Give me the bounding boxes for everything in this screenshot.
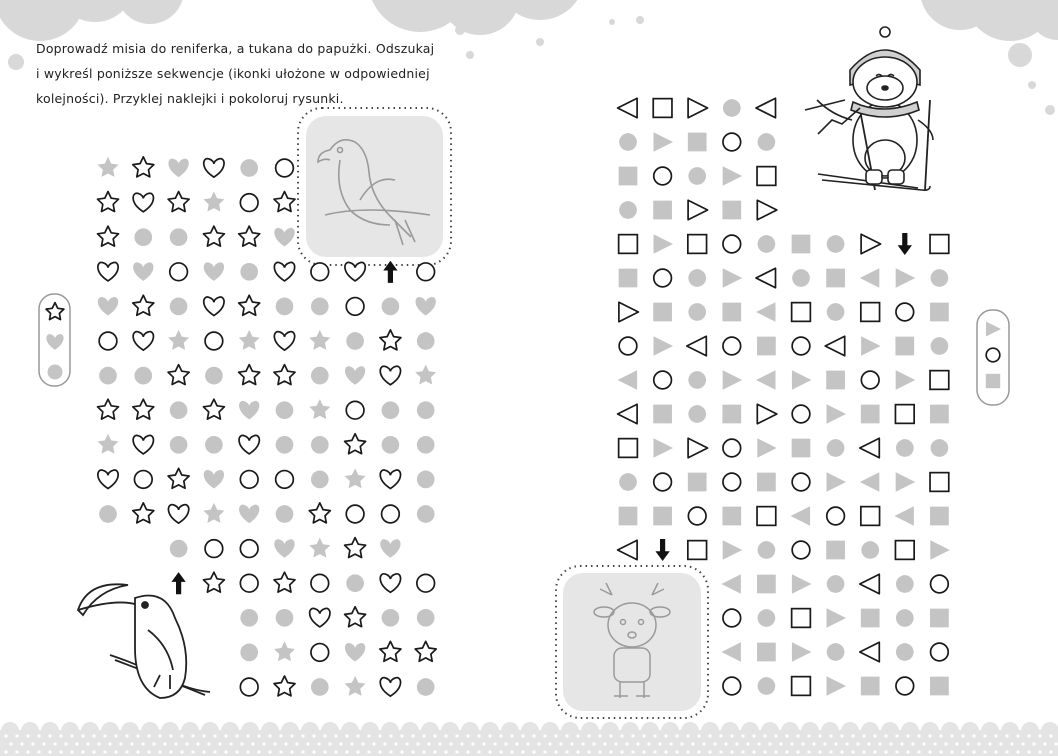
circle-gray-cell[interactable] xyxy=(417,332,435,350)
circle-outline-cell[interactable] xyxy=(861,371,879,389)
circle-gray-cell[interactable] xyxy=(792,269,810,287)
triangle-right-gray-cell[interactable] xyxy=(827,404,847,424)
circle-outline-cell[interactable] xyxy=(99,332,117,350)
circle-outline-cell[interactable] xyxy=(792,473,810,491)
circle-outline-cell[interactable] xyxy=(276,471,294,489)
circle-gray-cell[interactable] xyxy=(240,644,258,662)
heart-gray-cell[interactable] xyxy=(204,470,224,488)
triangle-right-gray-cell[interactable] xyxy=(723,268,743,288)
square-outline-cell[interactable] xyxy=(930,371,949,390)
circle-gray-cell[interactable] xyxy=(723,99,741,117)
star-gray-cell[interactable] xyxy=(345,468,366,488)
square-gray-cell[interactable] xyxy=(861,677,880,696)
circle-gray-cell[interactable] xyxy=(861,541,879,559)
circle-outline-cell[interactable] xyxy=(311,644,329,662)
circle-gray-cell[interactable] xyxy=(827,575,845,593)
circle-gray-cell[interactable] xyxy=(205,436,223,454)
circle-gray-cell[interactable] xyxy=(134,228,152,246)
star-outline-cell[interactable] xyxy=(203,399,224,419)
star-outline-cell[interactable] xyxy=(98,226,119,246)
square-gray-cell[interactable] xyxy=(930,677,949,696)
circle-gray-cell[interactable] xyxy=(382,298,400,316)
circle-gray-cell[interactable] xyxy=(382,609,400,627)
circle-outline-cell[interactable] xyxy=(723,609,741,627)
heart-outline-cell[interactable] xyxy=(133,193,153,211)
circle-gray-cell[interactable] xyxy=(417,505,435,523)
square-outline-cell[interactable] xyxy=(653,99,672,118)
circle-gray-cell[interactable] xyxy=(688,405,706,423)
triangle-right-gray-cell[interactable] xyxy=(930,540,950,560)
left-sequence-legend xyxy=(39,294,70,386)
star-outline-cell[interactable] xyxy=(380,641,401,661)
star-gray-cell[interactable] xyxy=(98,434,119,454)
triangle-right-outline-cell[interactable] xyxy=(757,404,777,424)
circle-outline-cell[interactable] xyxy=(792,541,810,559)
square-outline-cell[interactable] xyxy=(930,473,949,492)
square-outline-cell[interactable] xyxy=(757,167,776,186)
triangle-left-gray-cell[interactable] xyxy=(860,472,880,492)
heart-outline-cell[interactable] xyxy=(274,332,294,350)
circle-gray-cell[interactable] xyxy=(99,505,117,523)
circle-gray-cell[interactable] xyxy=(240,263,258,281)
square-outline-cell[interactable] xyxy=(930,235,949,254)
triangle-right-gray-cell[interactable] xyxy=(896,370,916,390)
heart-outline-cell[interactable] xyxy=(133,435,153,453)
arrow-down-outline-cell[interactable] xyxy=(655,539,669,561)
square-gray-cell[interactable] xyxy=(930,609,949,628)
heart-outline-cell[interactable] xyxy=(345,262,365,280)
star-outline-cell[interactable] xyxy=(345,538,366,558)
circle-gray-cell[interactable] xyxy=(276,609,294,627)
arrow-up-outline-cell[interactable] xyxy=(171,572,185,594)
circle-outline-cell[interactable] xyxy=(792,337,810,355)
triangle-right-outline-cell[interactable] xyxy=(688,98,708,118)
star-gray-cell[interactable] xyxy=(309,538,330,558)
triangle-left-gray-cell[interactable] xyxy=(894,506,914,526)
circle-outline-cell[interactable] xyxy=(619,337,637,355)
triangle-left-outline-cell[interactable] xyxy=(618,98,638,118)
circle-outline-cell[interactable] xyxy=(311,263,329,281)
star-outline-cell[interactable] xyxy=(274,572,295,592)
heart-outline-cell[interactable] xyxy=(274,262,294,280)
triangle-left-outline-cell[interactable] xyxy=(860,574,880,594)
circle-outline-cell[interactable] xyxy=(827,507,845,525)
star-outline-cell[interactable] xyxy=(239,365,260,385)
circle-outline-cell[interactable] xyxy=(723,337,741,355)
circle-gray-cell[interactable] xyxy=(619,133,637,151)
star-outline-cell[interactable] xyxy=(309,503,330,523)
triangle-left-gray-cell[interactable] xyxy=(721,642,741,662)
square-outline-cell[interactable] xyxy=(619,235,638,254)
toucan-illustration xyxy=(78,584,210,698)
circle-outline-cell[interactable] xyxy=(382,505,400,523)
square-gray-cell[interactable] xyxy=(722,201,741,220)
heart-outline-cell[interactable] xyxy=(204,159,224,177)
circle-outline-cell[interactable] xyxy=(654,269,672,287)
square-gray-cell[interactable] xyxy=(688,473,707,492)
heart-gray-cell[interactable] xyxy=(274,228,294,246)
circle-outline-cell[interactable] xyxy=(723,439,741,457)
circle-outline-cell[interactable] xyxy=(240,574,258,592)
triangle-right-gray-cell[interactable] xyxy=(827,472,847,492)
circle-gray-cell[interactable] xyxy=(417,401,435,419)
triangle-right-gray-cell[interactable] xyxy=(723,540,743,560)
circle-gray-cell[interactable] xyxy=(346,574,364,592)
square-gray-cell[interactable] xyxy=(930,303,949,322)
circle-gray-cell[interactable] xyxy=(758,235,776,253)
star-gray-cell[interactable] xyxy=(415,365,436,385)
circle-gray-cell[interactable] xyxy=(170,401,188,419)
triangle-right-gray-cell[interactable] xyxy=(654,132,674,152)
circle-gray-cell[interactable] xyxy=(170,298,188,316)
square-outline-cell[interactable] xyxy=(861,303,880,322)
square-gray-cell[interactable] xyxy=(930,405,949,424)
instruction-line-3: kolejności). Przyklej naklejki i pokoloruj rysunki. xyxy=(36,91,344,106)
star-outline-cell[interactable] xyxy=(98,399,119,419)
circle-outline-cell[interactable] xyxy=(654,167,672,185)
circle-outline-cell[interactable] xyxy=(896,677,914,695)
circle-outline-cell[interactable] xyxy=(205,332,223,350)
star-gray-cell[interactable] xyxy=(274,641,295,661)
circle-outline-cell[interactable] xyxy=(346,401,364,419)
triangle-right-outline-cell[interactable] xyxy=(861,234,881,254)
circle-gray-cell[interactable] xyxy=(311,298,329,316)
triangle-right-gray-cell[interactable] xyxy=(654,234,674,254)
star-outline-cell[interactable] xyxy=(133,503,154,523)
instruction-line-2: i wykreśl poniższe sekwencje (ikonki ułożone w odpowiedniej xyxy=(36,66,430,81)
circle-gray-cell[interactable] xyxy=(688,371,706,389)
circle-gray-cell[interactable] xyxy=(827,235,845,253)
circle-outline-cell[interactable] xyxy=(896,303,914,321)
circle-outline-cell[interactable] xyxy=(205,540,223,558)
square-gray-cell[interactable] xyxy=(930,507,949,526)
circle-gray-cell[interactable] xyxy=(170,436,188,454)
star-outline-cell[interactable] xyxy=(345,607,366,627)
triangle-right-gray-cell[interactable] xyxy=(792,574,812,594)
square-gray-cell[interactable] xyxy=(861,405,880,424)
circle-gray-cell[interactable] xyxy=(758,541,776,559)
star-outline-cell[interactable] xyxy=(274,676,295,696)
heart-gray-cell[interactable] xyxy=(416,297,436,315)
circle-gray-cell[interactable] xyxy=(931,439,949,457)
circle-gray-cell[interactable] xyxy=(827,303,845,321)
heart-gray-cell[interactable] xyxy=(380,539,400,557)
circle-gray-cell[interactable] xyxy=(134,367,152,385)
heart-gray-cell[interactable] xyxy=(274,539,294,557)
circle-gray-cell[interactable] xyxy=(896,575,914,593)
circle-outline-cell[interactable] xyxy=(240,471,258,489)
square-outline-cell[interactable] xyxy=(792,609,811,628)
square-gray-cell[interactable] xyxy=(757,643,776,662)
triangle-left-outline-cell[interactable] xyxy=(618,540,638,560)
heart-outline-cell[interactable] xyxy=(239,435,259,453)
heart-gray-cell[interactable] xyxy=(98,297,118,315)
triangle-right-outline-cell[interactable] xyxy=(757,200,777,220)
triangle-left-outline-cell[interactable] xyxy=(860,642,880,662)
heart-outline-cell[interactable] xyxy=(204,297,224,315)
circle-gray-cell[interactable] xyxy=(417,609,435,627)
circle-gray-cell[interactable] xyxy=(240,609,258,627)
circle-outline-cell[interactable] xyxy=(311,574,329,592)
star-outline-cell[interactable] xyxy=(380,330,401,350)
circle-outline-cell[interactable] xyxy=(170,263,188,281)
triangle-right-gray-cell[interactable] xyxy=(827,676,847,696)
triangle-left-outline-cell[interactable] xyxy=(687,336,707,356)
triangle-right-gray-cell[interactable] xyxy=(792,642,812,662)
heart-gray-cell[interactable] xyxy=(168,159,188,177)
heart-outline-cell[interactable] xyxy=(380,470,400,488)
triangle-right-gray-cell[interactable] xyxy=(757,438,777,458)
heart-gray-cell[interactable] xyxy=(204,262,224,280)
circle-outline-cell[interactable] xyxy=(723,473,741,491)
circle-gray-cell[interactable] xyxy=(311,678,329,696)
star-gray-cell[interactable] xyxy=(309,330,330,350)
triangle-right-outline-cell[interactable] xyxy=(688,438,708,458)
square-gray-cell[interactable] xyxy=(653,405,672,424)
square-gray-cell[interactable] xyxy=(722,303,741,322)
triangle-left-outline-cell[interactable] xyxy=(618,404,638,424)
square-outline-cell[interactable] xyxy=(792,677,811,696)
triangle-right-gray-cell[interactable] xyxy=(723,370,743,390)
reindeer-sticker-slot[interactable] xyxy=(556,566,708,718)
heart-outline-cell[interactable] xyxy=(380,678,400,696)
star-outline-cell[interactable] xyxy=(239,295,260,315)
square-outline-cell[interactable] xyxy=(861,507,880,526)
star-outline-cell[interactable] xyxy=(239,226,260,246)
circle-outline-cell[interactable] xyxy=(240,678,258,696)
square-outline-cell[interactable] xyxy=(757,507,776,526)
circle-gray-cell[interactable] xyxy=(170,540,188,558)
circle-outline-cell[interactable] xyxy=(134,471,152,489)
star-gray-cell[interactable] xyxy=(203,192,224,212)
triangle-right-gray-cell[interactable] xyxy=(827,608,847,628)
heart-outline-cell[interactable] xyxy=(310,608,330,626)
bear-on-skis-illustration xyxy=(805,27,933,190)
triangle-left-gray-cell[interactable] xyxy=(756,370,776,390)
circle-outline-cell[interactable] xyxy=(931,575,949,593)
heart-outline-cell[interactable] xyxy=(98,470,118,488)
circle-gray-cell[interactable] xyxy=(276,436,294,454)
square-outline-cell[interactable] xyxy=(895,541,914,560)
circle-gray-cell[interactable] xyxy=(276,401,294,419)
circle-gray-cell[interactable] xyxy=(311,367,329,385)
circle-outline-cell[interactable] xyxy=(723,133,741,151)
star-outline-cell[interactable] xyxy=(203,226,224,246)
heart-gray-cell[interactable] xyxy=(133,262,153,280)
star-outline-cell[interactable] xyxy=(168,192,189,212)
triangle-left-gray-cell[interactable] xyxy=(721,574,741,594)
heart-gray-cell[interactable] xyxy=(345,643,365,661)
square-gray-cell[interactable] xyxy=(792,235,811,254)
circle-gray-cell[interactable] xyxy=(896,439,914,457)
circle-gray-cell[interactable] xyxy=(205,367,223,385)
heart-outline-cell[interactable] xyxy=(380,366,400,384)
triangle-right-outline-cell[interactable] xyxy=(688,200,708,220)
star-outline-cell[interactable] xyxy=(133,399,154,419)
star-outline-cell[interactable] xyxy=(345,434,366,454)
triangle-right-gray-cell[interactable] xyxy=(792,370,812,390)
triangle-left-gray-cell[interactable] xyxy=(756,302,776,322)
square-gray-cell[interactable] xyxy=(861,609,880,628)
circle-outline-cell[interactable] xyxy=(417,574,435,592)
triangle-right-gray-cell[interactable] xyxy=(861,336,881,356)
star-outline-cell[interactable] xyxy=(168,468,189,488)
circle-gray-cell[interactable] xyxy=(896,609,914,627)
triangle-left-outline-cell[interactable] xyxy=(860,438,880,458)
star-outline-cell[interactable] xyxy=(133,295,154,315)
heart-gray-cell[interactable] xyxy=(239,401,259,419)
triangle-right-gray-cell[interactable] xyxy=(896,472,916,492)
circle-outline-cell[interactable] xyxy=(654,371,672,389)
triangle-right-gray-cell[interactable] xyxy=(723,166,743,186)
star-outline-cell[interactable] xyxy=(98,192,119,212)
star-outline-cell[interactable] xyxy=(415,641,436,661)
square-gray-cell[interactable] xyxy=(722,405,741,424)
star-outline-cell[interactable] xyxy=(133,157,154,177)
triangle-left-gray-cell[interactable] xyxy=(860,268,880,288)
square-outline-cell[interactable] xyxy=(619,439,638,458)
heart-outline-cell[interactable] xyxy=(380,574,400,592)
star-outline-cell[interactable] xyxy=(203,572,224,592)
square-gray-cell[interactable] xyxy=(826,371,845,390)
star-gray-cell[interactable] xyxy=(98,157,119,177)
circle-gray-cell[interactable] xyxy=(758,677,776,695)
circle-gray-cell[interactable] xyxy=(619,473,637,491)
triangle-left-outline-cell[interactable] xyxy=(756,268,776,288)
circle-outline-cell[interactable] xyxy=(792,405,810,423)
circle-gray-cell[interactable] xyxy=(688,303,706,321)
square-gray-cell[interactable] xyxy=(722,507,741,526)
triangle-right-gray-cell[interactable] xyxy=(896,268,916,288)
square-gray-cell[interactable] xyxy=(757,337,776,356)
circle-gray-cell[interactable] xyxy=(827,643,845,661)
square-gray-cell[interactable] xyxy=(619,269,638,288)
star-gray-cell[interactable] xyxy=(345,676,366,696)
triangle-right-gray-cell[interactable] xyxy=(654,438,674,458)
square-gray-cell[interactable] xyxy=(895,337,914,356)
right-sequence-legend xyxy=(977,310,1009,405)
circle-outline-cell[interactable] xyxy=(276,159,294,177)
circle-gray-cell[interactable] xyxy=(758,609,776,627)
heart-outline-cell[interactable] xyxy=(98,262,118,280)
circle-gray-cell[interactable] xyxy=(896,643,914,661)
circle-gray-cell[interactable] xyxy=(99,367,117,385)
circle-gray-cell[interactable] xyxy=(931,337,949,355)
star-gray-cell[interactable] xyxy=(309,399,330,419)
circle-outline-cell[interactable] xyxy=(723,235,741,253)
square-gray-cell[interactable] xyxy=(792,439,811,458)
parrot-sticker-slot[interactable] xyxy=(298,108,451,265)
heart-gray-cell[interactable] xyxy=(239,505,259,523)
square-gray-cell[interactable] xyxy=(653,201,672,220)
circle-gray-cell[interactable] xyxy=(240,159,258,177)
triangle-left-gray-cell[interactable] xyxy=(791,506,811,526)
circle-gray-cell[interactable] xyxy=(311,471,329,489)
square-gray-cell[interactable] xyxy=(688,133,707,152)
circle-gray-cell[interactable] xyxy=(931,269,949,287)
heart-gray-cell[interactable] xyxy=(345,366,365,384)
square-outline-cell[interactable] xyxy=(792,303,811,322)
circle-outline-cell[interactable] xyxy=(654,473,672,491)
circle-gray-cell[interactable] xyxy=(827,439,845,457)
circle-gray-cell[interactable] xyxy=(276,298,294,316)
square-gray-cell[interactable] xyxy=(653,303,672,322)
star-outline-cell[interactable] xyxy=(168,365,189,385)
star-gray-cell[interactable] xyxy=(239,330,260,350)
heart-outline-cell[interactable] xyxy=(168,505,188,523)
star-gray-cell[interactable] xyxy=(168,330,189,350)
star-outline-cell[interactable] xyxy=(274,365,295,385)
circle-gray-cell[interactable] xyxy=(619,201,637,219)
circle-outline-cell[interactable] xyxy=(417,263,435,281)
heart-outline-cell[interactable] xyxy=(133,332,153,350)
circle-gray-cell[interactable] xyxy=(311,436,329,454)
circle-outline-cell[interactable] xyxy=(688,507,706,525)
circle-gray-cell[interactable] xyxy=(382,401,400,419)
square-gray-cell[interactable] xyxy=(757,575,776,594)
circle-gray-cell[interactable] xyxy=(417,436,435,454)
circle-gray-cell[interactable] xyxy=(276,505,294,523)
square-gray-cell[interactable] xyxy=(619,507,638,526)
circle-gray-cell[interactable] xyxy=(417,678,435,696)
triangle-left-outline-cell[interactable] xyxy=(756,98,776,118)
circle-outline-cell[interactable] xyxy=(931,643,949,661)
circle-gray-cell[interactable] xyxy=(382,436,400,454)
triangle-left-gray-cell[interactable] xyxy=(618,370,638,390)
star-gray-cell[interactable] xyxy=(203,503,224,523)
square-outline-cell[interactable] xyxy=(688,235,707,254)
circle-outline-cell[interactable] xyxy=(723,677,741,695)
square-gray-cell[interactable] xyxy=(757,473,776,492)
circle-gray-cell[interactable] xyxy=(48,365,63,380)
arrow-down-outline-cell[interactable] xyxy=(898,233,912,255)
circle-outline-cell[interactable] xyxy=(240,194,258,212)
square-gray-cell[interactable] xyxy=(826,541,845,560)
square-gray-cell[interactable] xyxy=(619,167,638,186)
circle-gray-cell[interactable] xyxy=(688,167,706,185)
circle-gray-cell[interactable] xyxy=(346,332,364,350)
square-gray-cell[interactable] xyxy=(986,374,1000,388)
circle-outline-cell[interactable] xyxy=(346,505,364,523)
square-gray-cell[interactable] xyxy=(826,269,845,288)
square-outline-cell[interactable] xyxy=(895,405,914,424)
instruction-line-1: Doprowadź misia do reniferka, a tukana do papużki. Odszukaj xyxy=(36,41,435,56)
circle-outline-cell[interactable] xyxy=(346,298,364,316)
circle-outline-cell[interactable] xyxy=(986,348,1000,362)
triangle-left-outline-cell[interactable] xyxy=(825,336,845,356)
circle-gray-cell[interactable] xyxy=(688,269,706,287)
square-outline-cell[interactable] xyxy=(688,541,707,560)
square-gray-cell[interactable] xyxy=(653,507,672,526)
circle-gray-cell[interactable] xyxy=(417,471,435,489)
triangle-right-outline-cell[interactable] xyxy=(619,302,639,322)
triangle-right-gray-cell[interactable] xyxy=(654,336,674,356)
star-outline-cell[interactable] xyxy=(274,192,295,212)
circle-outline-cell[interactable] xyxy=(240,540,258,558)
circle-gray-cell[interactable] xyxy=(758,133,776,151)
circle-gray-cell[interactable] xyxy=(170,228,188,246)
